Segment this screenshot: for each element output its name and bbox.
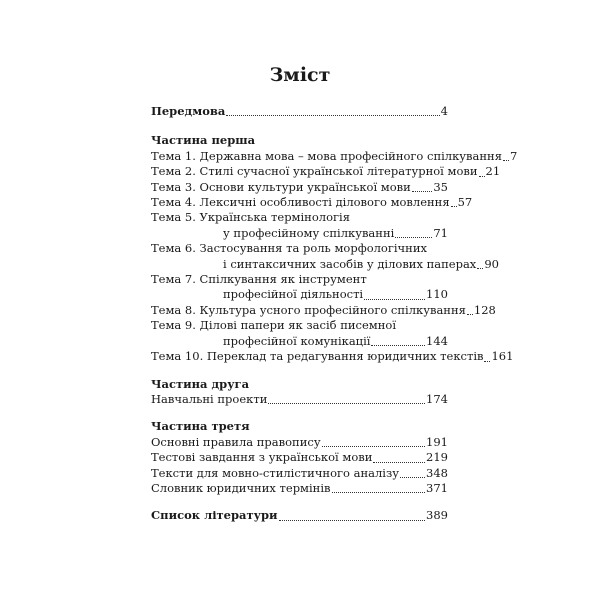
toc-entry <box>151 180 448 195</box>
toc-page-number: 4 <box>440 104 448 118</box>
toc-entry-references <box>151 508 448 523</box>
toc-page-number: 348 <box>426 465 448 480</box>
toc-entry-label: Тема 3. Основи культури української мови <box>151 179 411 194</box>
toc-entry-label: і синтаксичних засобів у ділових паперах <box>223 256 477 271</box>
toc-page-number: 161 <box>491 349 514 364</box>
toc-page-number: 219 <box>426 450 448 465</box>
toc-entry-label: Передмова <box>151 104 226 118</box>
part1-heading: Частина перша <box>151 133 256 148</box>
page-title: Зміст <box>269 64 331 86</box>
dot-leader <box>226 115 439 116</box>
part3-heading: Частина третя <box>151 419 250 434</box>
dot-leader <box>395 237 432 238</box>
toc-entry <box>151 392 448 407</box>
dot-leader <box>322 446 425 447</box>
dot-leader <box>400 477 425 478</box>
part2-heading: Частина друга <box>151 376 250 391</box>
toc-entry-label: Тема 10. Переклад та редагування юридичних текстів <box>151 349 484 364</box>
toc-entry <box>151 349 514 364</box>
toc-entry-preface <box>151 104 448 119</box>
dot-leader <box>467 314 473 315</box>
toc-entry-label: Тексти для мовно-стилістичного аналізу <box>151 465 400 480</box>
toc-entry-label: Тема 5. Українська термінологія <box>151 210 350 225</box>
toc-entry <box>151 450 448 465</box>
toc-entry-label: професійної комунікації <box>223 333 371 348</box>
toc-entry-label: Тема 6. Застосування та роль морфологічних <box>151 241 427 256</box>
toc-entry <box>151 148 518 164</box>
toc-entry-label: у професійному спілкуванні <box>223 225 395 240</box>
dot-leader <box>412 191 433 192</box>
toc-entry <box>151 435 448 450</box>
toc-entry-label: професійної діяльності <box>223 287 364 302</box>
toc-entry-label: Тема 2. Стилі сучасної української літературної мови <box>151 164 478 179</box>
toc-entry-label: Список літератури <box>151 508 278 523</box>
toc-entry-label: Тема 7. Спілкування як інструмент <box>151 272 367 287</box>
toc-entry <box>151 256 499 272</box>
toc-entry <box>151 226 448 241</box>
dot-leader <box>484 361 490 362</box>
toc-entry <box>151 334 448 349</box>
toc-entry <box>151 466 448 481</box>
dot-leader <box>479 176 485 177</box>
toc-page-number: 21 <box>485 164 501 179</box>
toc-page-number: 144 <box>426 333 448 348</box>
toc-entry-label: Тема 4. Лексичні особливості ділового мовлення <box>151 195 450 210</box>
toc-entry <box>151 287 448 302</box>
dot-leader <box>477 268 483 269</box>
toc-entry-label: Словник юридичних термінів <box>151 480 331 495</box>
toc-page-number: 110 <box>426 287 448 302</box>
dot-leader <box>268 403 425 404</box>
toc-entry-label: Тема 1. Державна мова – мова професійного спілкування <box>151 148 502 163</box>
dot-leader <box>371 345 425 346</box>
toc-page-number: 90 <box>484 256 499 271</box>
toc-entry <box>151 302 496 318</box>
toc-page-number: 57 <box>457 195 473 210</box>
dot-leader <box>503 160 509 161</box>
toc-page-number: 389 <box>426 508 448 523</box>
table-of-contents <box>151 104 518 524</box>
dot-leader <box>279 520 425 521</box>
dot-leader <box>332 492 426 493</box>
toc-page-number: 128 <box>473 302 496 317</box>
part2-list <box>151 392 448 407</box>
toc-entry <box>151 164 501 179</box>
toc-entry-label: Основні правила правопису <box>151 434 321 449</box>
toc-entry <box>151 195 473 210</box>
toc-entry-label: Тестові завдання з української мови <box>151 450 373 465</box>
toc-entry <box>151 481 448 496</box>
toc-entry-label: Тема 9. Ділові папери як засіб писемної <box>151 318 397 333</box>
toc-page-number: 174 <box>426 391 448 406</box>
toc-page-number: 71 <box>433 225 448 240</box>
toc-entry-label: Навчальні проекти <box>151 391 268 406</box>
part3-list <box>151 435 448 497</box>
toc-entry-label: Тема 8. Культура усного професійного спілкування <box>151 302 466 317</box>
toc-page-number: 191 <box>426 434 448 449</box>
toc-page-number: 7 <box>509 148 518 163</box>
dot-leader <box>451 206 457 207</box>
toc-page-number: 371 <box>426 480 448 495</box>
dot-leader <box>364 299 425 300</box>
dot-leader <box>373 462 425 463</box>
toc-page-number: 35 <box>433 179 448 194</box>
part1-list <box>151 148 518 365</box>
